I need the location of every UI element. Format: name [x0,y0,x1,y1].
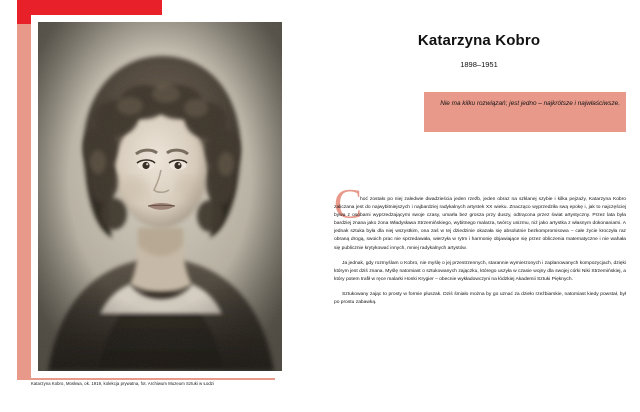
text-panel [320,0,640,412]
photo-caption: Katarzyna Kobro, Moskwa, ok. 1919, kolekcja prywatna, fot. Archiwum Muzeum Sztuki w Łodzi [31,381,214,386]
drop-cap: C [334,182,363,228]
body-paragraph: Sztukowany zając to prosty w formie pluszak. Dziś śmiało można by go uznać za dzieło rzeźbiarskie, natomiast kiedy powstał, był po prostu zabawką. [334,291,626,306]
body-text [334,196,626,314]
life-dates: 1898–1951 [460,60,498,69]
page-title: Katarzyna Kobro [417,32,541,49]
pull-quote-text: Nie ma kilku rozwiązań; jest jedno – najkrótsze i najwłaściwsze. [440,100,620,107]
portrait-photo-graphic [38,22,282,371]
body-paragraph: hoć zostało po niej zaledwie dwadzieścia jeden rzeźb, jeden obraz na szklanej szybie i kilka pejzaży, Katarzyna Kobro zaliczana jest do najwybitniejszych i najbardziej radykalnych artystek XX wieku. Znacząco wyprzedziła swą epokę i, jak to najczęściej bywa z osobami wyprzedzającymi swoje czasy, umarła bez grosza przy duszy, odtrącona przez świat artystyczny. Przez lata była bardziej znana jako żona Władysława Strzemińskiego, wybitnego malarza, twórcy unizmu, niż jako artystka z własnym dokonaniami. A jednak sztuka była dla niej wszystkim, ona zaś w tej dziedzinie okazała się absolutnie bezkompromisowa – całe życie kroczyła raz obraną drogą, swoich prac nie sprzedawała, wierzyła w rytm i harmonię objawiające się przez obliczenia matematyczne i nie wahała się publicznie krytykować innych, mniej radykalnych artystów. [334,197,626,251]
pull-quote-box [424,92,626,132]
portrait-photo [38,22,282,371]
body-paragraph: Ja jednak, gdy rozmyślam o Kobro, nie myślę o jej przestrzennych, starannie wymierzonych i zaplanowanych kompozycjach, dzięki którym jest dziś znana. Myślę natomiast o sztukowanych zajączku, którego uszyła w czasie wojny dla swojej córki Niki Strzemińskiej, a który potem trafił w ręce malarki Honki Krygier – obecnie wykładowczyni na łódzkiej Akademii Sztuki Pięknych. [334,260,626,282]
